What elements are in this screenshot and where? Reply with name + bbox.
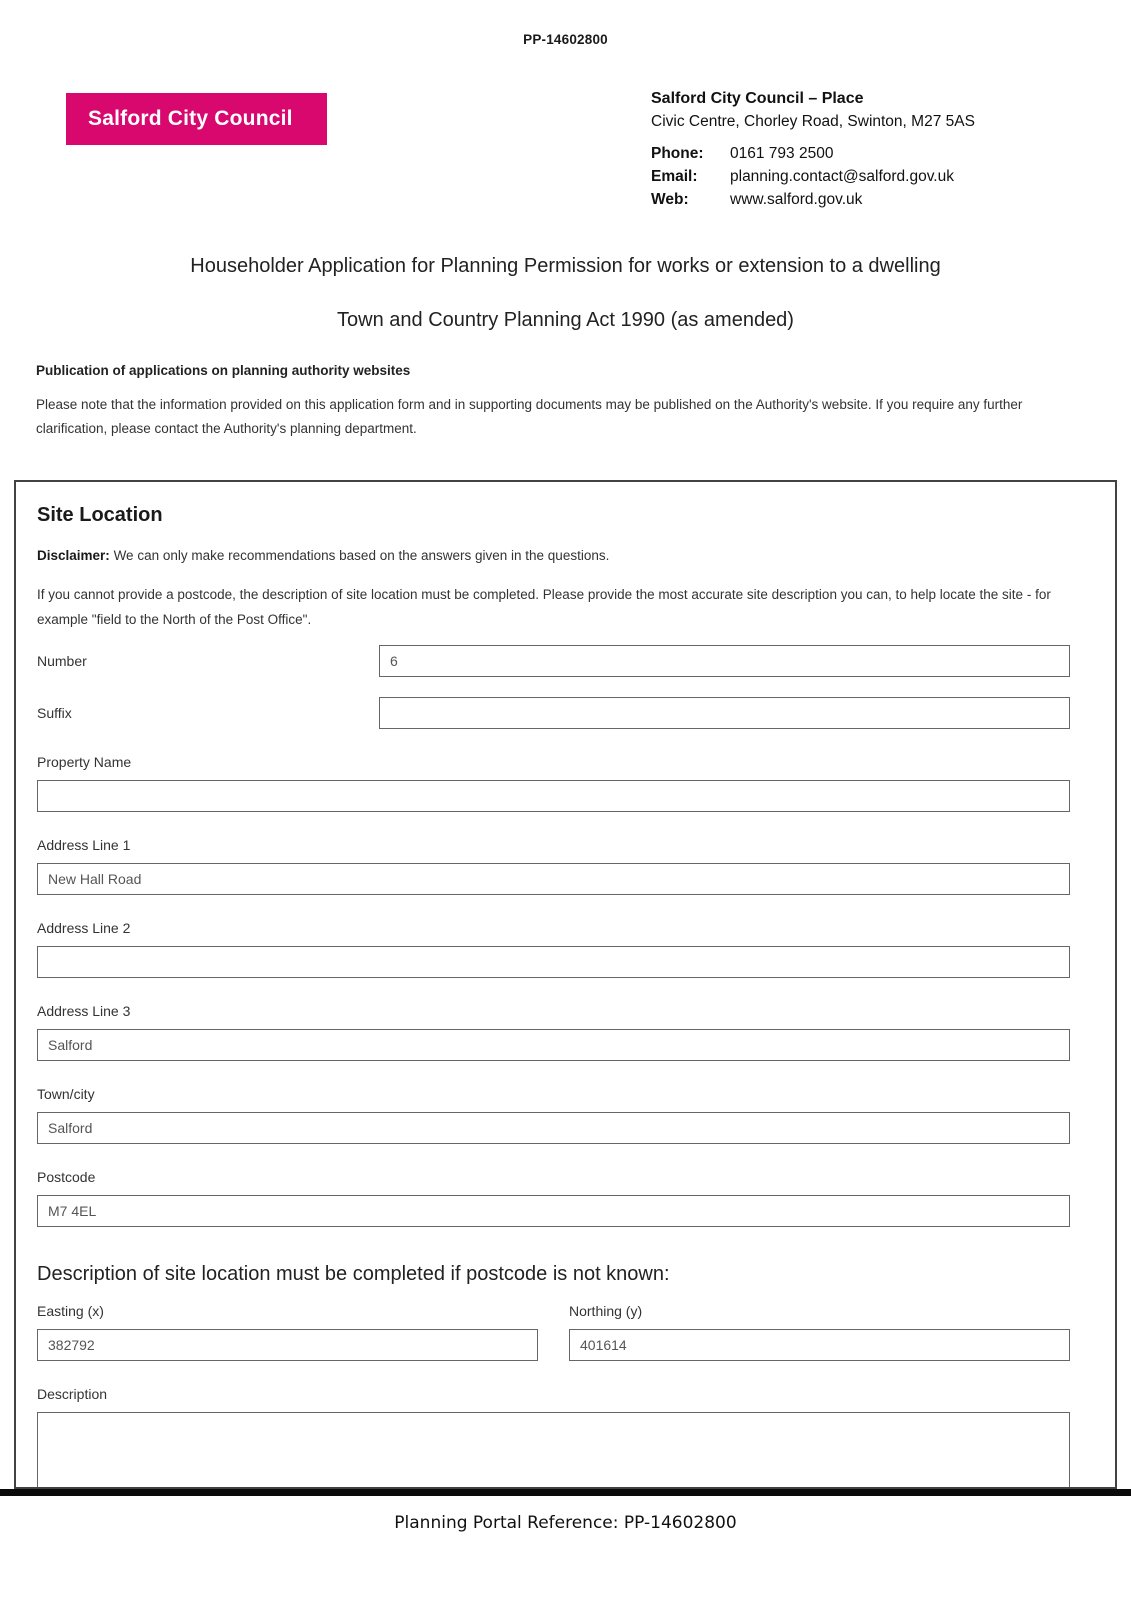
town-city-field xyxy=(37,1086,1070,1144)
property-name-input[interactable] xyxy=(37,780,1070,812)
property-name-label: Property Name xyxy=(37,754,132,770)
address-line-2-input[interactable] xyxy=(37,946,1070,978)
salford-logo-text: Salford City Council xyxy=(88,107,293,130)
address-line-3-label: Address Line 3 xyxy=(37,1003,131,1019)
description-requirement-heading: Description of site location must be completed if postcode is not known: xyxy=(37,1263,670,1285)
contact-web-row xyxy=(651,188,1069,211)
easting-input[interactable] xyxy=(37,1329,538,1361)
address-line-3-input[interactable] xyxy=(37,1029,1070,1061)
postcode-label: Postcode xyxy=(37,1169,96,1185)
publication-heading: Publication of applications on planning authority websites xyxy=(36,363,411,378)
contact-email-row xyxy=(651,165,1069,188)
web-label: Web: xyxy=(651,191,689,208)
town-city-input[interactable] xyxy=(37,1112,1070,1144)
description-field xyxy=(37,1386,1070,1489)
address-line-1-field xyxy=(37,837,1070,895)
publication-body: Please note that the information provided on this application form and in supporting documents may be published on the Authority's website. If you require any further clarification, please contact the Authority's planning department. xyxy=(36,397,1023,436)
planning-portal-reference-top: PP-14602800 xyxy=(523,32,608,47)
email-label: Email: xyxy=(651,168,698,185)
number-field-row xyxy=(37,645,1070,677)
form-title: Householder Application for Planning Permission for works or extension to a dwelling xyxy=(190,255,941,277)
address-line-1-label: Address Line 1 xyxy=(37,837,131,853)
document-header xyxy=(0,87,1131,211)
postcode-field xyxy=(37,1169,1070,1227)
phone-value: 0161 793 2500 xyxy=(730,145,834,162)
salford-logo xyxy=(66,93,327,145)
number-label: Number xyxy=(37,653,87,669)
planning-portal-reference-footer: Planning Portal Reference: PP-14602800 xyxy=(394,1513,737,1533)
suffix-label: Suffix xyxy=(37,705,72,721)
disclaimer-body: We can only make recommendations based on the answers given in the questions. xyxy=(113,548,610,563)
disclaimer-text xyxy=(37,548,1070,563)
suffix-input[interactable] xyxy=(379,697,1070,729)
email-value: planning.contact@salford.gov.uk xyxy=(730,168,954,185)
suffix-field-row xyxy=(37,697,1070,729)
footer-divider xyxy=(0,1489,1131,1496)
address-line-3-field xyxy=(37,1003,1070,1061)
act-subtitle: Town and Country Planning Act 1990 (as amended) xyxy=(337,309,794,331)
contact-block xyxy=(651,87,1069,211)
address-line-1-input[interactable] xyxy=(37,863,1070,895)
description-textarea[interactable] xyxy=(37,1412,1070,1489)
property-name-field xyxy=(37,754,1070,812)
northing-input[interactable] xyxy=(569,1329,1070,1361)
coordinates-row xyxy=(37,1303,1070,1361)
northing-field xyxy=(569,1303,1070,1361)
site-location-intro: If you cannot provide a postcode, the description of site location must be completed. Please provide the most accurate site description you can, to help locate the site - for example "field to the North of the Post Office". xyxy=(37,587,1051,627)
site-location-section xyxy=(14,480,1117,1489)
disclaimer-label: Disclaimer: xyxy=(37,548,110,563)
contact-title: Salford City Council – Place xyxy=(651,90,864,107)
northing-label: Northing (y) xyxy=(569,1303,643,1319)
number-input[interactable] xyxy=(379,645,1070,677)
town-city-label: Town/city xyxy=(37,1086,95,1102)
easting-label: Easting (x) xyxy=(37,1303,104,1319)
contact-phone-row xyxy=(651,142,1069,165)
description-label: Description xyxy=(37,1386,108,1402)
address-line-2-field xyxy=(37,920,1070,978)
web-value: www.salford.gov.uk xyxy=(730,191,863,208)
site-location-heading: Site Location xyxy=(37,504,163,526)
phone-label: Phone: xyxy=(651,145,704,162)
address-line-2-label: Address Line 2 xyxy=(37,920,131,936)
easting-field xyxy=(37,1303,538,1361)
contact-address: Civic Centre, Chorley Road, Swinton, M27 5AS xyxy=(651,113,975,130)
postcode-input[interactable] xyxy=(37,1195,1070,1227)
